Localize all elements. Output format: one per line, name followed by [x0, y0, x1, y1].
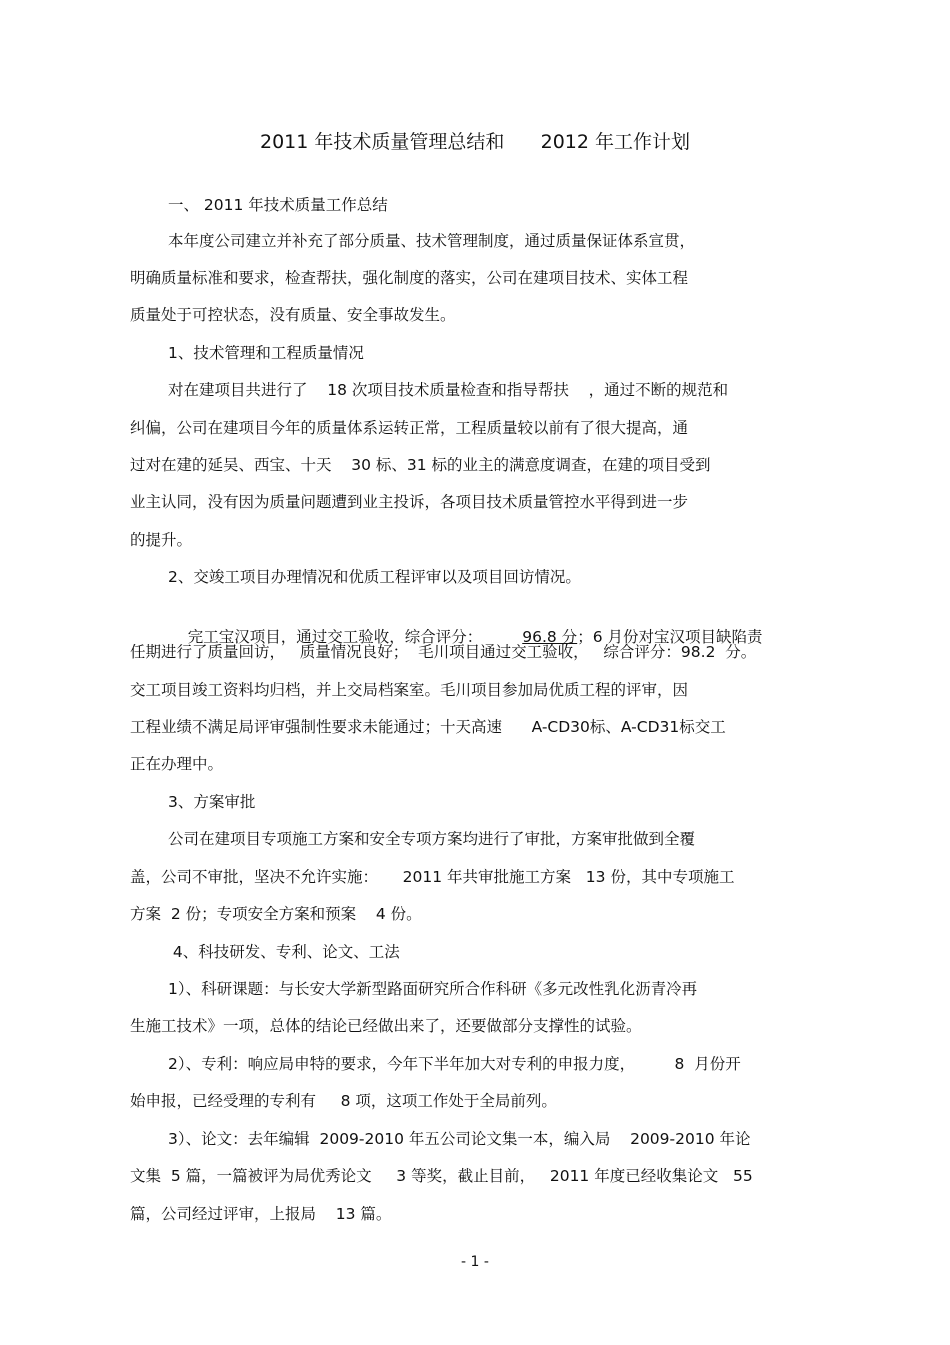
subsection-heading: 2、交竣工项目办理情况和优质工程评审以及项目回访情况。	[168, 568, 581, 586]
subsection-heading: 3、方案审批	[168, 793, 256, 811]
paragraph-line: 公司在建项目专项施工方案和安全专项方案均进行了审批，方案审批做到全覆	[168, 830, 696, 848]
paragraph-line: 方案 2 份；专项安全方案和预案 4 份。	[130, 905, 422, 923]
score-underlined: 96.8 分	[522, 628, 578, 646]
paragraph-line: 业主认同，没有因为质量问题遭到业主投诉，各项目技术质量管控水平得到进一步	[130, 493, 689, 511]
paragraph-line: 过对在建的延吴、西宝、十天 30 标、31 标的业主的满意度调查，在建的项目受到	[130, 456, 711, 474]
paragraph-line: 明确质量标准和要求，检查帮扶，强化制度的落实，公司在建项目技术、实体工程	[130, 269, 689, 287]
paragraph-line: 3）、论文：去年编辑 2009-2010 年五公司论文集一本，编入局 2009-2010 年论	[168, 1130, 751, 1148]
paragraph-line: 工程业绩不满足局评审强制性要求未能通过；十天高速 A-CD30标、A-CD31标交工	[130, 718, 726, 736]
paragraph-line: 文集 5 篇，一篇被评为局优秀论文 3 等奖，截止目前， 2011 年度已经收集论文 55	[130, 1167, 753, 1185]
paragraph-line: 2）、专利：响应局申特的要求，今年下半年加大对专利的申报力度， 8 月份开	[168, 1055, 741, 1073]
paragraph-line: 正在办理中。	[130, 755, 224, 773]
paragraph-line: 对在建项目共进行了 18 次项目技术质量检查和指导帮扶 ，通过不断的规范和	[168, 381, 729, 399]
paragraph-line: 任期进行了质量回访， 质量情况良好； 毛川项目通过交工验收， 综合评分：98.2 分。	[130, 643, 757, 661]
paragraph-text: ；6 月份对宝汉项目缺陷责	[577, 628, 763, 646]
paragraph-line: 1）、科研课题：与长安大学新型路面研究所合作科研《多元改性乳化沥青冷再	[168, 980, 698, 998]
paragraph-line: 质量处于可控状态，没有质量、安全事故发生。	[130, 306, 456, 324]
paragraph-text: 完工宝汉项目，通过交工验收，综合评分：	[187, 628, 483, 646]
paragraph-line: 生施工技术》一项，总体的结论已经做出来了，还要做部分支撑性的试验。	[130, 1017, 642, 1035]
page-number: - 1 -	[461, 1254, 489, 1270]
paragraph-line: 本年度公司建立并补充了部分质量、技术管理制度，通过质量保证体系宣贯，	[168, 232, 696, 250]
section-heading: 一、 2011 年技术质量工作总结	[168, 196, 388, 214]
subsection-heading: 4、科技研发、专利、论文、工法	[168, 943, 400, 961]
subsection-heading: 1、技术管理和工程质量情况	[168, 344, 364, 362]
paragraph-line: 始申报，已经受理的专利有 8 项，这项工作处于全局前列。	[130, 1092, 557, 1110]
paragraph-line: 的提升。	[130, 531, 193, 549]
document-title: 2011 年技术质量管理总结和 2012 年工作计划	[259, 131, 691, 153]
paragraph-line: 篇，公司经过评审，上报局 13 篇。	[130, 1205, 392, 1223]
paragraph-line: 纠偏，公司在建项目今年的质量体系运转正常，工程质量较以前有了很大提高，通	[130, 419, 689, 437]
paragraph-line: 交工项目竣工资料均归档，并上交局档案室。毛川项目参加局优质工程的评审，因	[130, 681, 689, 699]
paragraph-line: 盖，公司不审批，坚决不允许实施： 2011 年共审批施工方案 13 份，其中专项施工	[130, 868, 735, 886]
